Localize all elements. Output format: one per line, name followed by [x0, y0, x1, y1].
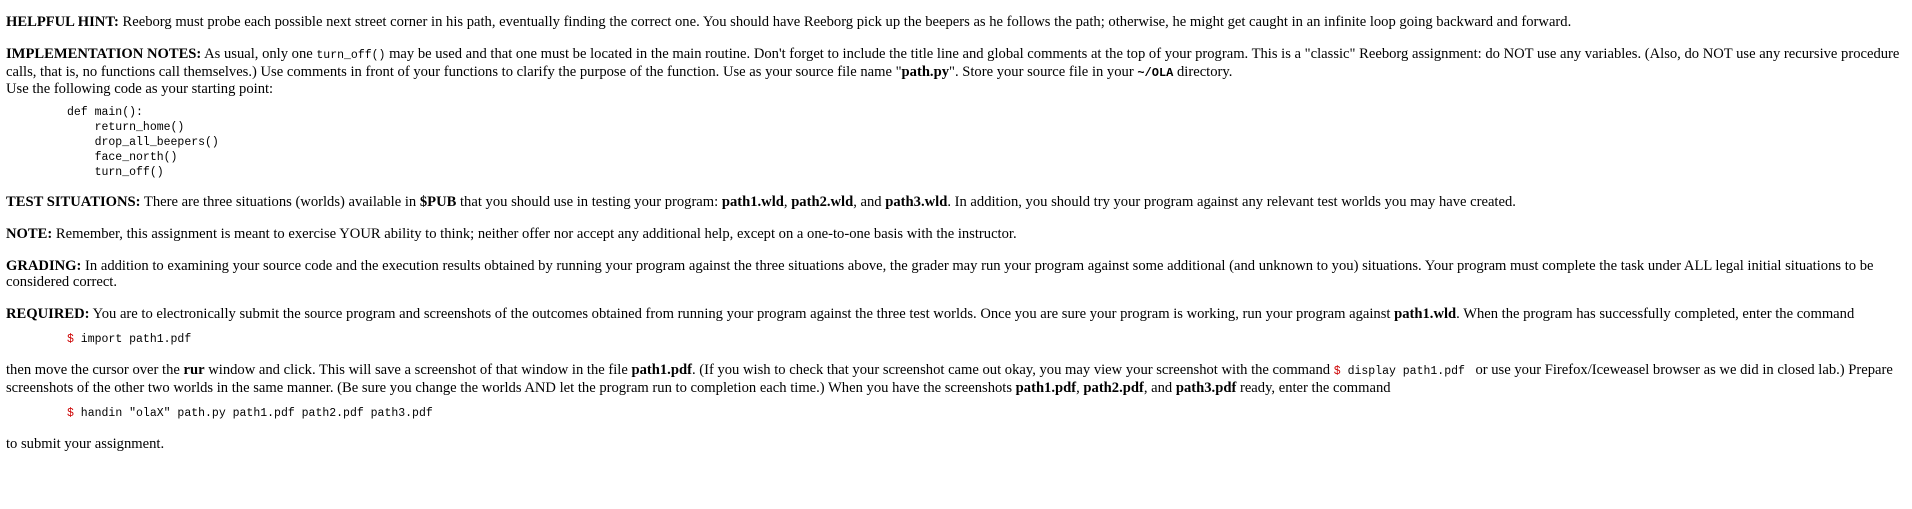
starting-point-text: Use the following code as your starting point: [6, 81, 274, 97]
world-path1: path1.wld [721, 194, 784, 210]
display-command [1334, 365, 1472, 378]
required-world-path1: path1.wld [1394, 306, 1457, 322]
grading-text: In addition to examining your source code and the execution results obtained by running your program against the three situations above, the grader may run your program against some additional (and unknown to you) situations. Your program must complete the task under ALL legal initial situations to be considered correct. [6, 258, 1874, 290]
grading-paragraph [6, 258, 1906, 290]
world-path3: path3.wld [885, 194, 948, 210]
after-sep-1: , [1076, 380, 1084, 396]
after-text-5: ready, enter the command [1236, 380, 1391, 396]
starter-code-block: def main(): return_home() drop_all_beepers() face_north() turn_off() [67, 106, 219, 179]
note-heading: NOTE: [6, 226, 53, 242]
after-text-4: or use your Firefox/Iceweasel browser as we did in closed lab.) Prepare screenshots of the other two worlds in the same manner. (Be sure you change the worlds AND let the program run to completion each time.) When you have the screenshots [6, 362, 1893, 396]
screenshot-path3: path3.pdf [1175, 380, 1237, 396]
closing-text: to submit your assignment. [6, 436, 165, 452]
inline-shell-prompt: $ [1333, 365, 1341, 378]
required-text-1: You are to electronically submit the source program and screenshots of the outcomes obtained from running your program against the three test worlds. Once you are sure your program is working, run your program against [89, 306, 1395, 322]
tests-text-1: There are three situations (worlds) available in [140, 194, 420, 210]
tests-sep-2: , and [853, 194, 886, 210]
test-situations-heading: TEST SITUATIONS: [6, 194, 141, 210]
grading-heading: GRADING: [6, 258, 82, 274]
screenshot-path2: path2.pdf [1083, 380, 1144, 396]
note-paragraph [6, 226, 1906, 242]
impl-text-4: directory. [1173, 64, 1233, 80]
after-text-3: . (If you wish to check that your screenshot came out okay, you may view your screenshot with the command [691, 362, 1334, 378]
handin-command-text: handin "olaX" path.py path1.pdf path2.pdf path3.pdf [73, 407, 433, 420]
required-text-2: . When the program has successfully completed, enter the command [1456, 306, 1855, 322]
import-command [67, 332, 1906, 348]
implementation-notes-heading: IMPLEMENTATION NOTES: [6, 46, 202, 62]
tests-text-3: . In addition, you should try your program against any relevant test worlds you may have created. [947, 194, 1516, 210]
impl-text-3: ". Store your source file in your [949, 64, 1138, 80]
ola-directory: ~/OLA [1137, 66, 1174, 80]
helpful-hint-heading: HELPFUL HINT: [6, 14, 119, 30]
display-command-text: display path1.pdf [1340, 365, 1472, 378]
shell-prompt: $ [67, 333, 74, 346]
test-situations-paragraph [6, 194, 1906, 210]
source-filename: path.py [901, 64, 949, 80]
turn-off-code: turn_off() [316, 49, 386, 62]
helpful-hint-text: Reeborg must probe each possible next street corner in his path, eventually finding the correct one. You should have Reeborg pick up the beepers as he follows the path; otherwise, he might get caught in an infinite loop going backward and forward. [118, 14, 1572, 30]
tests-sep-1: , [783, 194, 792, 210]
after-text-2: window and click. This will save a screenshot of that window in the file [204, 362, 632, 378]
impl-text-2: may be used and that one must be located in the main routine. Don't forget to include the title line and global comments at the top of your program. This is a "classic" Reeborg assignment: do NOT use any variables. (Also, do NOT use any recursive procedure calls, that is, no functions call themselves.) Use comments in front of your functions to clarify the purpose of the function. Use as your source file name " [6, 46, 1900, 80]
pub-variable: $PUB [419, 194, 457, 210]
rur-window-name: rur [183, 362, 205, 378]
after-text-1: then move the cursor over the [6, 362, 184, 378]
note-text: Remember, this assignment is meant to exercise YOUR ability to think; neither offer nor accept any additional help, except on a one-to-one basis with the instructor. [52, 226, 1017, 242]
required-paragraph [6, 306, 1906, 322]
import-command-text: import path1.pdf [73, 333, 192, 346]
tests-text-2: that you should use in testing your program: [456, 194, 722, 210]
impl-text-1: As usual, only one [201, 46, 317, 62]
after-sep-2: , and [1143, 380, 1176, 396]
screenshot-instructions-paragraph [6, 362, 1906, 396]
screenshot-file-path1: path1.pdf [631, 362, 692, 378]
handin-command [67, 406, 1906, 422]
required-heading: REQUIRED: [6, 306, 90, 322]
handin-shell-prompt: $ [67, 407, 74, 420]
helpful-hint-paragraph [6, 14, 1906, 30]
implementation-notes-paragraph [6, 46, 1906, 97]
world-path2: path2.wld [791, 194, 854, 210]
screenshot-path1: path1.pdf [1015, 380, 1077, 396]
